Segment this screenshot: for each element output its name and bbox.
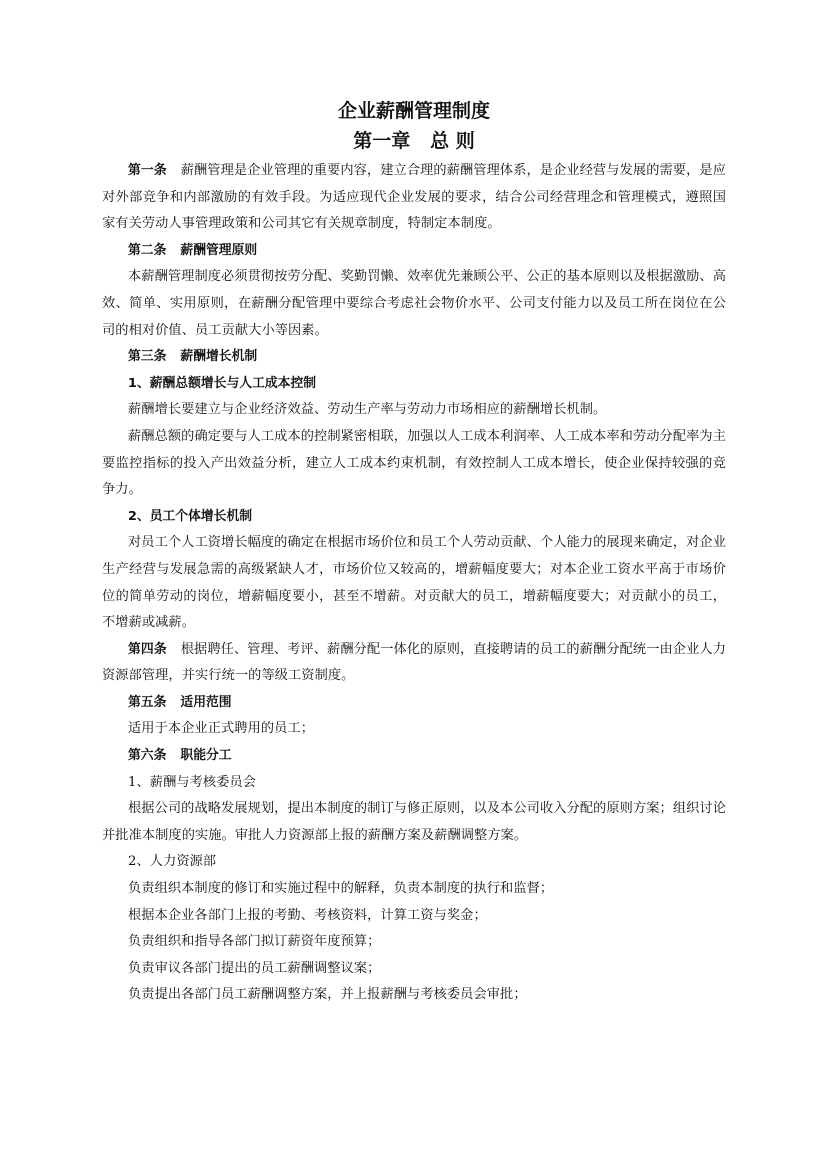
- article-5-heading: [102, 690, 726, 717]
- article-6-title: 职能分工: [180, 748, 232, 764]
- article-3-title: 薪酬增长机制: [180, 349, 258, 365]
- article-3-sub-1-title: 1、薪酬总额增长与人工成本控制: [128, 375, 317, 391]
- article-3-sub-1-para-1: 薪酬增长要建立与企业经济效益、劳动生产率与劳动力市场相应的薪酬增长机制。: [128, 402, 607, 418]
- article-2-label: 第二条: [128, 242, 167, 258]
- article-2-heading: [102, 238, 726, 265]
- article-1-label: 第一条: [128, 163, 167, 178]
- article-2-title: 薪酬管理原则: [180, 242, 258, 258]
- article-2-text: 本薪酬管理制度必须贯彻按劳分配、奖勤罚懒、效率优先兼顾公平、公正的基本原则以及根据激励、高效、简单、实用原则，在薪酬分配管理中要综合考虑社会物价水平、公司支付能力以及员工所在岗位在公司的相对价值、员工贡献大小等因素。: [102, 269, 726, 338]
- article-6-duty-5: 负责提出各部门员工薪酬调整方案，并上报薪酬与考核委员会审批；: [128, 987, 527, 1003]
- article-3-sub-2-title: 2、员工个体增长机制: [128, 508, 253, 524]
- article-3-label: 第三条: [128, 349, 167, 365]
- article-3-sub-2-para: 对员工个人工资增长幅度的确定在根据市场价位和员工个人劳动贡献、个人能力的展现来确定，对企业生产经营与发展急需的高级紧缺人才，市场价位又较高的，增薪幅度要大；对本企业工资水平高于市场价位的简单劳动的岗位，增薪幅度要小，甚至不增薪。对贡献大的员工，增薪幅度要大；对贡献小的员工，不增薪或减薪。: [102, 535, 726, 631]
- article-4: [102, 637, 726, 690]
- article-3-sub-1-para-2: 薪酬总额的确定要与人工成本的控制紧密相联，加强以人工成本利润率、人工成本率和劳动分配率为主要监控指标的投入产出效益分析，建立人工成本约束机制，有效控制人工成本增长，使企业保持较强的竞争力。: [102, 428, 726, 498]
- article-4-text: 根据聘任、管理、考评、薪酬分配一体化的原则，直接聘请的员工的薪酬分配统一由企业人力资源部管理，并实行统一的等级工资制度。: [102, 641, 726, 684]
- article-3-heading: [102, 344, 726, 371]
- article-5-label: 第五条: [128, 694, 167, 710]
- article-1: [102, 158, 726, 238]
- article-3-sub-2-heading: [102, 504, 726, 531]
- article-6-duty-3: 负责组织和指导各部门拟订薪资年度预算；: [128, 934, 381, 950]
- article-6-sub-1-title: 1、薪酬与考核委员会: [128, 774, 257, 790]
- chapter-title: 第一章 总 则: [353, 130, 475, 152]
- article-5-title: 适用范围: [180, 694, 232, 710]
- article-6-sub-2-title: 2、人力资源部: [128, 854, 217, 870]
- article-6-sub-1-text: 根据公司的战略发展规划，提出本制度的制订与修正原则，以及本公司收入分配的原则方案；组织讨论并批准本制度的实施。审批人力资源部上报的薪酬方案及薪酬调整方案。: [102, 801, 726, 843]
- article-4-label: 第四条: [128, 641, 167, 657]
- article-6-duty-1: 负责组织本制度的修订和实施过程中的解释，负责本制度的执行和监督；: [128, 881, 554, 897]
- article-6-label: 第六条: [128, 748, 167, 764]
- article-1-text: 薪酬管理是企业管理的重要内容，建立合理的薪酬管理体系，是企业经营与发展的需要，是应对外部竞争和内部激励的有效手段。为适应现代企业发展的要求，结合公司经营理念和管理模式，遵照国家有关劳动人事管理政策和公司其它有关规章制度，特制定本制度。: [102, 163, 726, 232]
- article-5-text: 适用于本企业正式聘用的员工；: [128, 721, 315, 737]
- article-6-duty-2: 根据本企业各部门上报的考勤、考核资料，计算工资与奖金；: [128, 907, 487, 923]
- article-6-heading: [102, 743, 726, 770]
- article-3-sub-1-heading: [102, 371, 726, 398]
- document-body: [102, 96, 726, 1009]
- article-6-duty-4: 负责审议各部门提出的员工薪酬调整议案；: [128, 960, 381, 976]
- document-title: 企业薪酬管理制度: [337, 100, 490, 122]
